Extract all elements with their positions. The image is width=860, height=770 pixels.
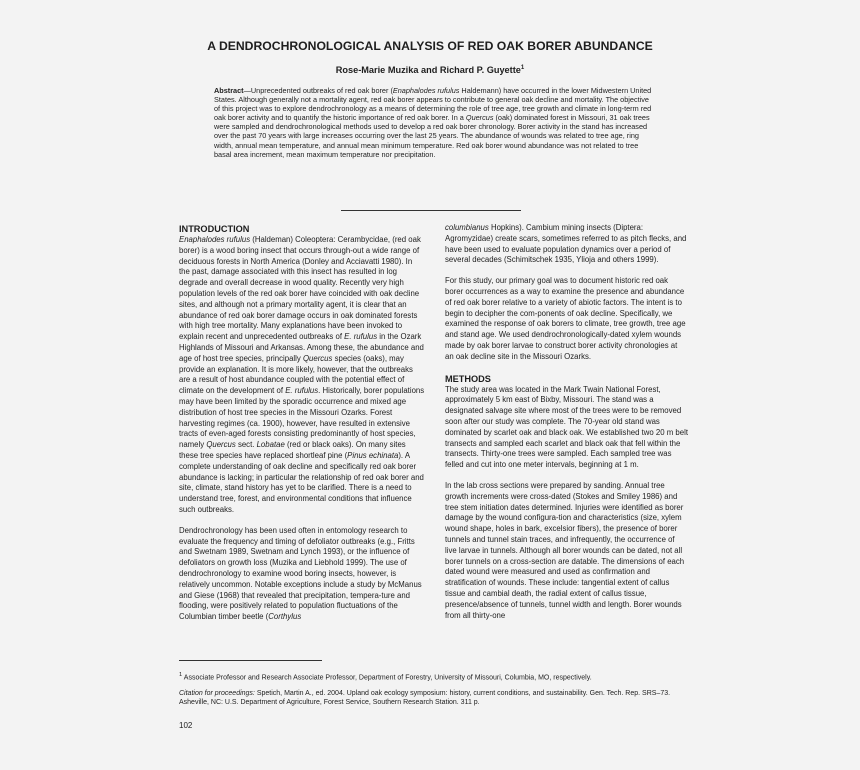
body-text: ). A complete understanding of oak decline and specifically red oak borer abundance is lacking; in particular the relationship of red oak borer and site, climate, stand history has yet to be clarified. There is a need to understand tree, forest, and environmental conditions that influence such outbreaks. (179, 450, 424, 514)
italic-term: Pinus echinata (347, 450, 399, 460)
italic-term: Quercus (206, 440, 236, 450)
body-text: . Historically, borer populations may have been limited by the sporadic occurrence and mixed age distribution of host tree species in the Missouri Ozarks. Forest harvesting regimes (ca. 1900), however, have resulted in extensive tracts of even-aged forests consisting predominantly of host species, namely (179, 386, 425, 450)
author-footnote (179, 671, 699, 682)
italic-term: columbianus (445, 223, 489, 232)
italic-term: Lobatae (256, 440, 285, 450)
abstract-text: —Unprecedented outbreaks of red oak borer ( (243, 86, 393, 95)
abstract-genus: Quercus (465, 113, 494, 123)
footnote-divider (179, 660, 322, 661)
author-line (0, 65, 860, 75)
italic-term: Quercus (302, 353, 333, 363)
body-text: Dendrochronology has been used often in entomology research to evaluate the frequency and timing of defoliator outbreaks (e.g., Fritts and Swetnam 1989, Swetnam and Lynch 1993), or the influence of defoliators on growth loss (Muzika and Liebhold 1999). The use of dendrochronology to examine wood boring insects, however, is relatively uncommon. Notable exceptions include a study by McManus and Giese (1968) that revealed that precipitation, tempera-ture and flooding, were positively related to population fluctuations of the Columbian timber beetle ( (179, 525, 422, 622)
citation (179, 689, 699, 708)
footnote-text: Associate Professor and Research Associate Professor, Department of Forestry, University of Missouri, Columbia, MO, respectively. (182, 674, 592, 682)
left-column (179, 223, 425, 623)
paragraph-gap (179, 516, 425, 526)
right-column (445, 223, 688, 621)
author-footnote-mark: 1 (520, 65, 525, 71)
abstract-divider (341, 210, 521, 211)
italic-term: E. rufulus (344, 332, 378, 342)
intro-paragraph-2-continued (445, 223, 688, 266)
body-text: species (oaks), may provide an explanation. It is more likely, however, that the outbreaks are a result of host abundance coupled with the potential effect of climate on the development of (179, 353, 413, 396)
abstract-text: Haldemann) have occurred in the lower Midwestern United States. Although generally not a mortality agent, red oak borer appears to contribute to general oak decline and mortality. The objective of this project was to explore dendrochronology as a means of determining the role of tree age, tree growth and climate in long-term red oak borer activity and to quantify the historic importance of red oak borer. In a (214, 86, 652, 123)
abstract-species: Enaphalodes rufulus (392, 86, 460, 95)
page-number: 102 (179, 721, 193, 730)
body-text: sect. (235, 440, 257, 450)
citation-text: Spetich, Martin A., ed. 2004. Upland oak ecology symposium: history, current conditions, and sustainability. Gen. Tech. Rep. SRS–73. Asheville, NC: U.S. Department of Agriculture, Forest Service, Southern Research Station. 311 p. (179, 690, 671, 707)
intro-paragraph-3: For this study, our primary goal was to document historic red oak borer occurrences as a way to examine the presence and abundance of red oak borer relative to a variety of abiotic factors. The intent is to begin to decipher the com-ponents of oak decline. Specifically, we examined the response of oak borers to climate, tree growth, tree age and stand age. We used dendrochronologically-dated xylem wounds made by oak borer larvae to construct borer activity chronologies at an oak decline site in the Missouri Ozarks. (445, 276, 686, 361)
body-text: Hopkins). Cambium mining insects (Diptera: Agromyzidae) create scars, sometimes referred to as pitch flecks, and have been used to evaluate population dynamics over a period of several decades (Schimitschek 1935, Ylioja and others 1999). (445, 223, 687, 265)
paragraph-gap (445, 471, 688, 481)
paragraph-gap (445, 266, 688, 276)
abstract-lead: Abstract (214, 86, 244, 95)
paper-title: A DENDROCHRONOLOGICAL ANALYSIS OF RED OAK BORER ABUNDANCE (207, 39, 653, 53)
section-heading-methods: METHODS (445, 373, 491, 384)
italic-term: Corthylus (268, 612, 302, 622)
paragraph-gap (445, 363, 688, 373)
intro-paragraph-2 (179, 526, 425, 623)
body-text: (Haldeman) Coleoptera: Cerambycidae, (red oak borer) is a wood boring insect that occurs through-out a wide range of deciduous forests in North America (Donley and Acciavatti 1980). In the past, damage associated with this insect has resulted in log degrade and overall decrease in wood quality. Recently very high population levels of the red oak borer have coincided with oak decline sites, and although not a primary mortality agent, it is clear that an abundance of red oak borer damage occurs in oak dominated forests with high tree mortality. Many explanations have been invoked to explain recent and unprecedented outbreaks of (179, 235, 421, 342)
intro-paragraph-1 (179, 235, 425, 516)
italic-term: Enaphalodes rufulus (179, 235, 251, 244)
body-text: (red or black oaks). On many sites these tree species have replaced shortleaf pine ( (179, 440, 406, 460)
citation-lead: Citation for proceedings: (179, 690, 255, 697)
footnote-mark: 1 (179, 672, 183, 678)
abstract (214, 86, 654, 159)
section-heading-introduction: INTRODUCTION (179, 224, 250, 234)
methods-paragraph-2: In the lab cross sections were prepared by sanding. Annual tree growth increments were cross-dated (Stokes and Smiley 1986) and tree stem initiation dates determined. Injuries were identified as borer damage by the wound configura-tion and characteristics (size, xylem wound shape, holes in bark, excelsior fibers), the presence of borer tunnels and tunnel stain traces, and infrequently, the occurrence of live larvae in tunnels. Although all borer wounds can be dated, not all borer tunnels on a cross-section are datable. The dimensions of each dated wound were measured and used as confirmation and stratification of wounds. These include: tangential extent of callus tissue and cambial death, the radial extent of callus tissue, presence/absence of tunnels, tunnel width and length. Borer wounds from all thirty-one (445, 480, 685, 620)
methods-paragraph-1: The study area was located in the Mark Twain National Forest, approximately 5 km east of Bixby, Missouri. The stand was a designated salvage site where most of the trees were to be removed soon after our study was complete. The 70-year old stand was dominated by scarlet oak and black oak. We established two 20 m belt transects and sampled each scarlet and black oak that fell within the transects. Thirty-one trees were sampled. Each sampled tree was felled and cut into one meter intervals, beginning at 1 m. (445, 384, 688, 470)
italic-term: E. rufulus (285, 386, 319, 396)
abstract-text: (oak) dominated forest in Missouri, 31 oak trees were sampled and dendrochronological methods used to develop a red oak borer chronology. Borer activity in the stand has increased over the past 70 years with large increases occurring over the last 25 years. The abundance of wounds was related to tree age, ring width, annual mean temperature, and annual mean minimum temperature. Red oak borer wound abundance was not related to tree basal area increment, mean maximum temperature nor precipitation. (214, 113, 650, 159)
body-text: in the Ozark Highlands of Missouri and Arkansas. Among these, the abundance and age of host tree species, principally (179, 332, 424, 363)
author-names: Rose-Marie Muzika and Richard P. Guyette (335, 65, 521, 76)
